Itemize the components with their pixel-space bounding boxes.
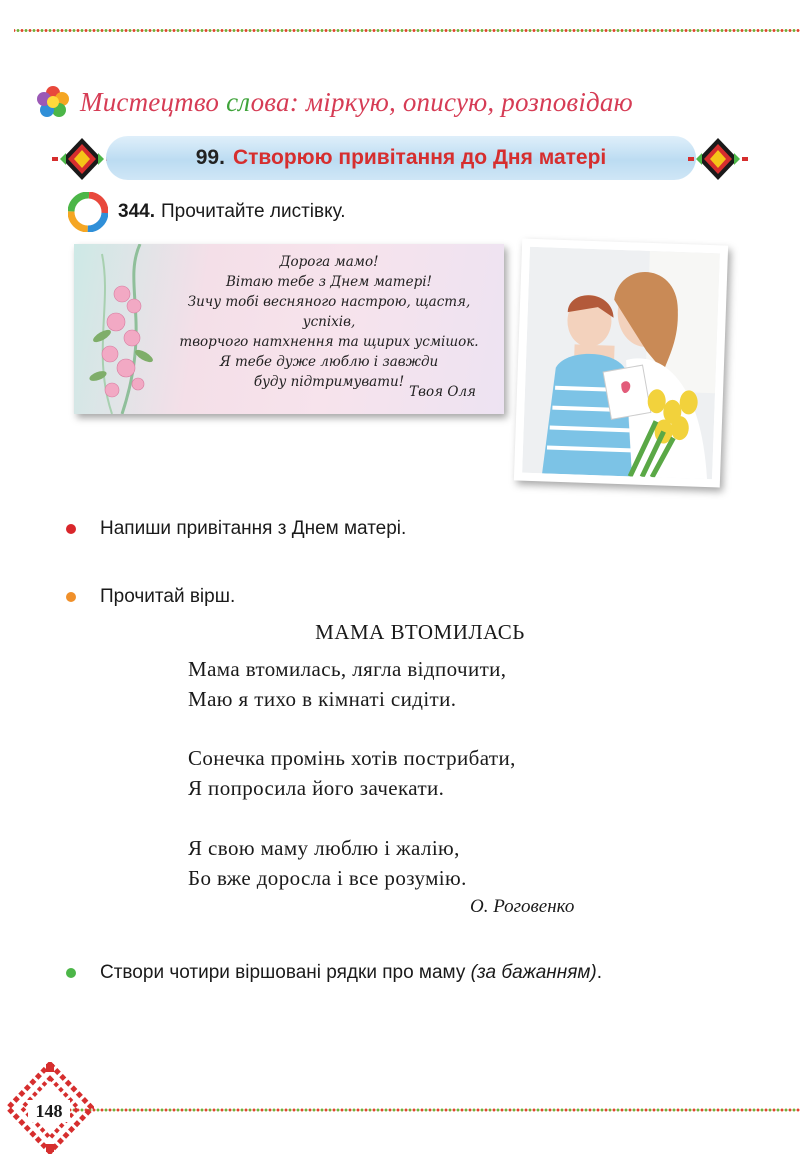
card-line: буду підтримувати! xyxy=(253,374,405,390)
greeting-card xyxy=(74,244,504,414)
card-text xyxy=(164,252,494,392)
section-heading xyxy=(36,84,633,120)
embroidery-ornament-left-icon xyxy=(52,136,112,182)
reading-task-icon xyxy=(68,192,108,232)
bullet-create-lines: Створи чотири віршовані рядки про маму (за бажанням) . xyxy=(66,962,602,984)
bottom-dotted-border xyxy=(62,1107,800,1113)
red-bullet-icon xyxy=(66,524,76,534)
card-signature: Твоя Оля xyxy=(409,384,476,400)
poem-line: Я свою маму люблю і жалію, xyxy=(188,836,460,860)
poem-line: Я попросила його зачекати. xyxy=(188,776,445,800)
poem-author: О. Роговенко xyxy=(470,896,575,917)
top-dotted-border xyxy=(14,28,800,33)
card-line: Зичу тобі весняного настрою, щастя, успіхів, xyxy=(187,294,471,330)
embroidery-ornament-right-icon xyxy=(688,136,748,182)
card-line: Вітаю тебе з Днем матері! xyxy=(226,274,432,290)
poem-title: МАМА ВТОМИЛАСЬ xyxy=(315,620,525,644)
blossom-branch-icon xyxy=(82,244,172,414)
poem-line: Бо вже доросла і все розумію. xyxy=(188,866,467,890)
bullet-write-greeting: Напиши привітання з Днем матері. xyxy=(66,518,406,540)
task-number: 344. xyxy=(118,201,155,222)
mother-daughter-photo xyxy=(514,238,728,487)
poem-line: Сонечка промінь хотів пострибати, xyxy=(188,746,516,770)
card-line: Дорога мамо! xyxy=(279,254,379,270)
task-344 xyxy=(68,194,346,230)
lesson-banner xyxy=(106,136,696,180)
orange-bullet-icon xyxy=(66,592,76,602)
poem-line: Мама втомилась, лягла відпочити, xyxy=(188,657,507,681)
green-bullet-icon xyxy=(66,968,76,978)
task-text: Прочитайте листівку. xyxy=(160,201,346,222)
poem-line: Маю я тихо в кімнаті сидіти. xyxy=(188,687,457,711)
section-title: Мистецтво слова: міркую, описую, розповідаю xyxy=(80,86,633,117)
bullet-read-poem: Прочитай вірш. xyxy=(66,586,235,608)
card-line: Я тебе дуже люблю і завжди xyxy=(219,354,439,370)
page-number: 148 xyxy=(28,1100,70,1122)
card-line: творчого натхнення та щирих усмішок. xyxy=(179,334,479,350)
optional-note: (за бажанням) xyxy=(470,962,597,983)
lesson-title: Створюю привітання до Дня матері xyxy=(232,146,607,169)
photo-image xyxy=(522,247,720,479)
lesson-number: 99. xyxy=(195,146,225,169)
flower-icon xyxy=(36,85,70,119)
